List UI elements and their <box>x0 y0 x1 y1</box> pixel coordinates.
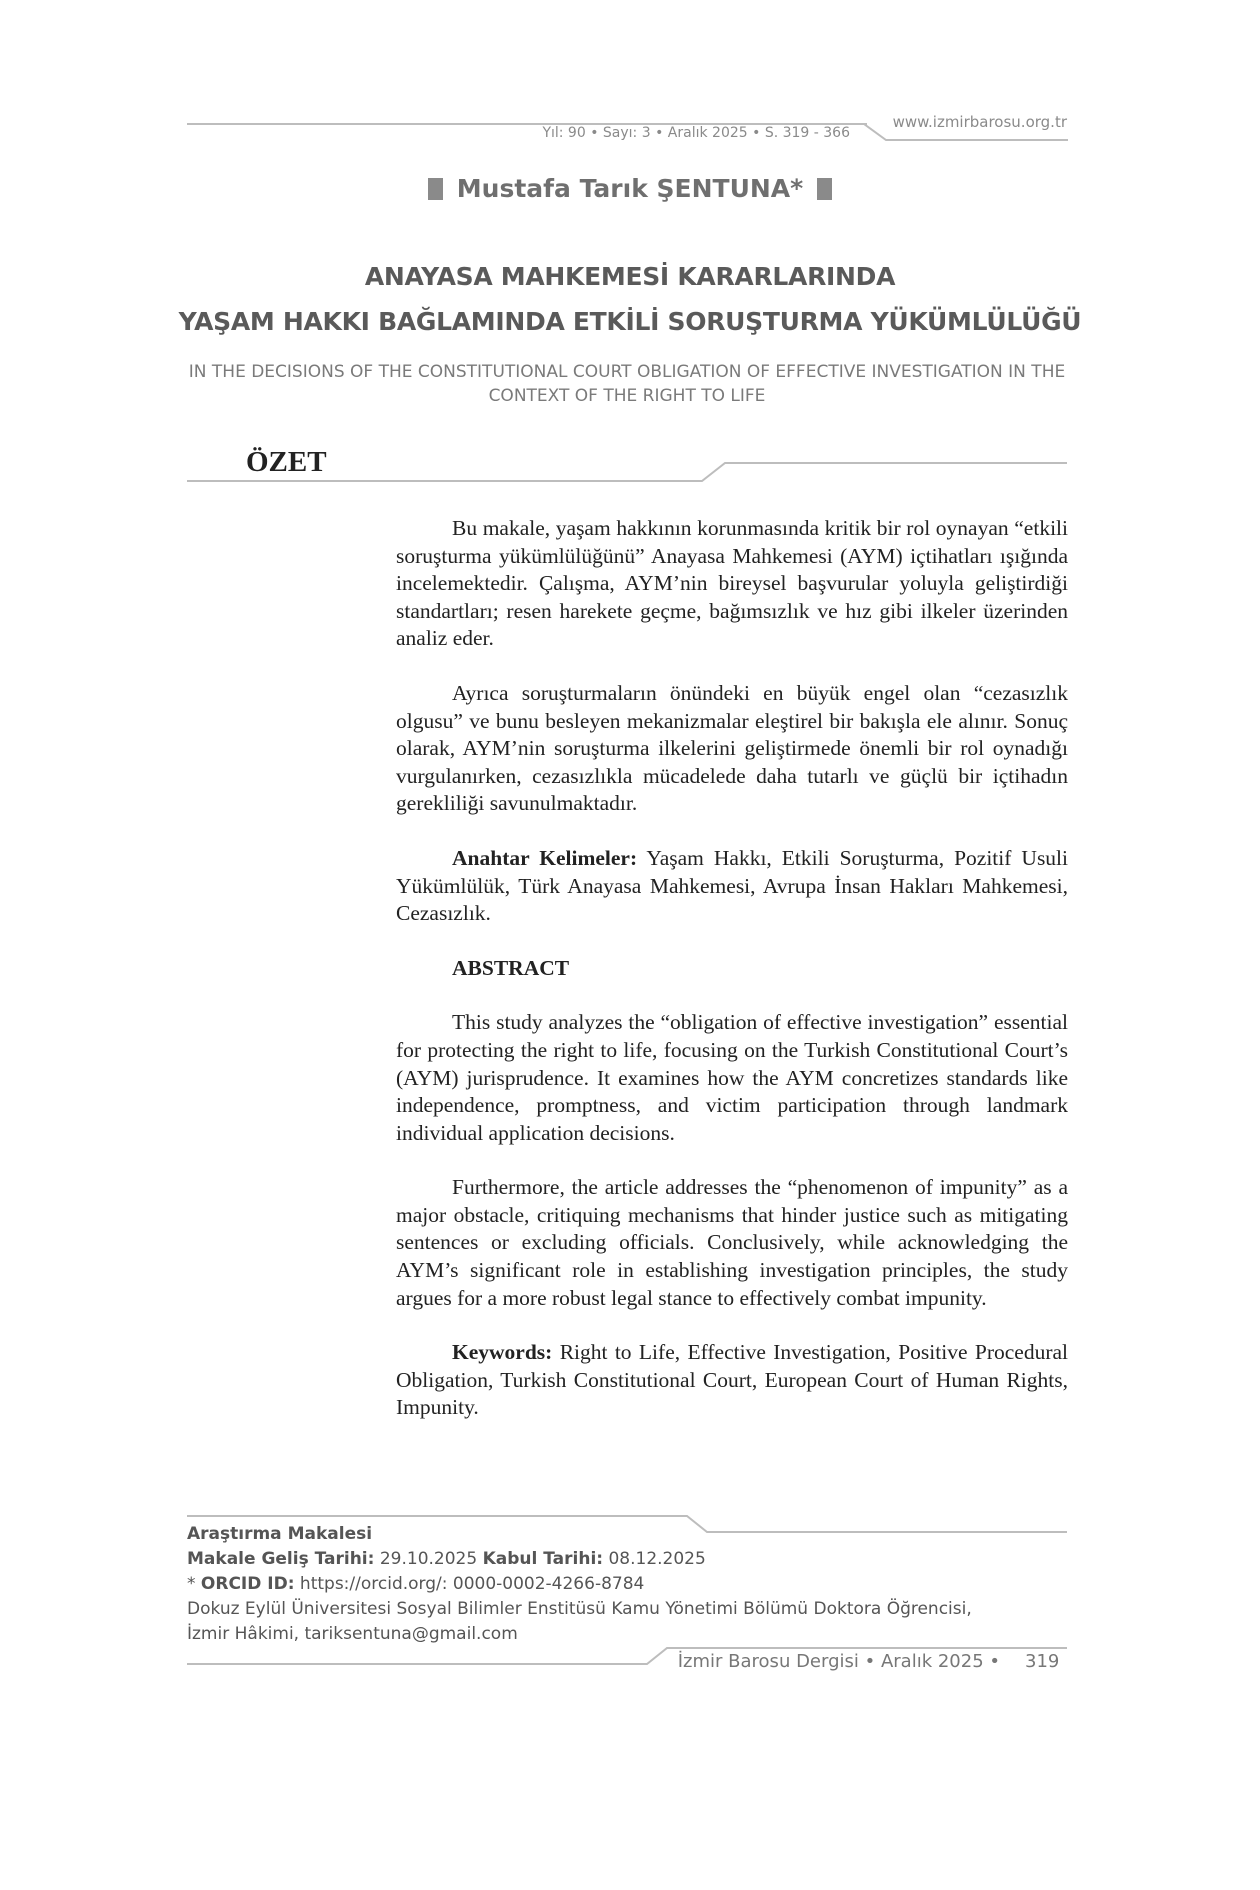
abstract-paragraph-2: Furthermore, the article addresses the “phenomenon of impunity” as a major obstacle, critiquing mechanisms that hinder justice such as mitigating sentences or excluding officials. Conclusively, while acknowledging the AYM’s significant role in establishing investigation principles, the study argues for a more robust legal stance to effectively combat impunity. <box>396 1175 1068 1310</box>
page-number: 319 <box>1025 1651 1060 1672</box>
keywords-text: Right to Life, Effective Investigation, Positive Procedural Obligation, Turkish Constitutional Court, European Court of Human Rights, Impunity. <box>396 1340 1068 1420</box>
received-date: 29.10.2025 <box>374 1549 483 1569</box>
ozet-body <box>396 515 1068 1422</box>
asterisk: * <box>187 1574 201 1594</box>
abstract-heading-text: ABSTRACT <box>452 955 570 980</box>
article-dates <box>187 1547 972 1572</box>
keywords-label: Keywords: <box>452 1340 553 1365</box>
accepted-date: 08.12.2025 <box>603 1549 706 1569</box>
abstract-paragraph-1: This study analyzes the “obligation of effective investigation” essential for protecting the right to life, focusing on the Turkish Constitutional Court’s (AYM) jurisprudence. It examines how the AYM concretizes standards like independence, promptness, and victim participation through landmark individual application decisions. <box>396 1010 1068 1145</box>
page-footer-journal: İzmir Barosu Dergisi • Aralık 2025 • <box>677 1651 1000 1672</box>
affiliation-line-1: Dokuz Eylül Üniversitesi Sosyal Bilimler Enstitüsü Kamu Yönetimi Bölümü Doktora Öğrencisi, <box>187 1599 972 1619</box>
article-type-text: Araştırma Makalesi <box>187 1524 373 1544</box>
ozet-rule <box>187 460 1071 484</box>
square-bullet-icon <box>428 178 443 200</box>
title-line-2: YAŞAM HAKKI BAĞLAMINDA ETKİLİ SORUŞTURMA YÜKÜMLÜLÜĞÜ <box>178 307 1082 336</box>
accepted-label: Kabul Tarihi: <box>482 1549 604 1569</box>
ozet-paragraph-1: Bu makale, yaşam hakkının korunmasında kritik bir rol oynayan “etkili soruşturma yükümlülüğünü” Anayasa Mahkemesi (AYM) içtihatları ışığında incelemektedir. Çalışma, AYM’nin bireysel başvurular yoluyla geliştirdiği standartları; resen harekete geçme, bağımsızlık ve hız gibi ilkeler üzerinden analiz eder. <box>396 516 1068 651</box>
english-title: IN THE DECISIONS OF THE CONSTITUTIONAL COURT OBLIGATION OF EFFECTIVE INVESTIGATION IN THE CONTEXT OF THE RIGHT TO LIFE <box>188 362 1066 406</box>
title-line-1: ANAYASA MAHKEMESİ KARARLARINDA <box>364 262 896 291</box>
author-name: Mustafa Tarık ŞENTUNA* <box>456 174 804 203</box>
abstract-heading <box>396 955 1068 983</box>
orcid-line <box>187 1572 972 1597</box>
ozet-heading: ÖZET <box>246 446 327 478</box>
keywords-text: Yaşam Hakkı, Etkili Soruşturma, Pozitif Usuli Yükümlülük, Türk Anayasa Mahkemesi, Avrupa İnsan Hakları Mahkemesi, Cezasızlık. <box>396 845 1069 926</box>
footnote <box>187 1522 972 1647</box>
article-type <box>187 1522 972 1547</box>
received-label: Makale Geliş Tarihi: <box>187 1549 375 1569</box>
orcid-link[interactable]: https://orcid.org/: 0000-0002-4266-8784 <box>294 1574 645 1594</box>
issue-info: Yıl: 90 • Sayı: 3 • Aralık 2025 • S. 319 - 366 <box>542 125 850 141</box>
website-link[interactable]: www.izmirbarosu.org.tr <box>892 113 1067 131</box>
affiliation-line-2: İzmir Hâkimi, tariksentuna@gmail.com <box>187 1624 518 1644</box>
ozet-keywords <box>396 845 1068 928</box>
abstract-keywords <box>396 1339 1068 1422</box>
keywords-label: Anahtar Kelimeler: <box>452 845 638 870</box>
orcid-label: ORCID ID: <box>200 1574 295 1594</box>
ozet-paragraph-2: Ayrıca soruşturmaların önündeki en büyük engel olan “cezasızlık olgusu” ve bunu besleyen mekanizmalar eleştirel bir bakışla ele alınır. Sonuç olarak, AYM’nin soruşturma ilkelerini geliştirmede önemli bir rol oynadığı vurgulanırken, cezasızlıkla mücadelede daha tutarlı ve güçlü bir içtihadın gerekliliği savunulmaktadır. <box>396 680 1068 816</box>
square-bullet-icon <box>817 178 832 200</box>
author-line <box>0 174 1260 203</box>
